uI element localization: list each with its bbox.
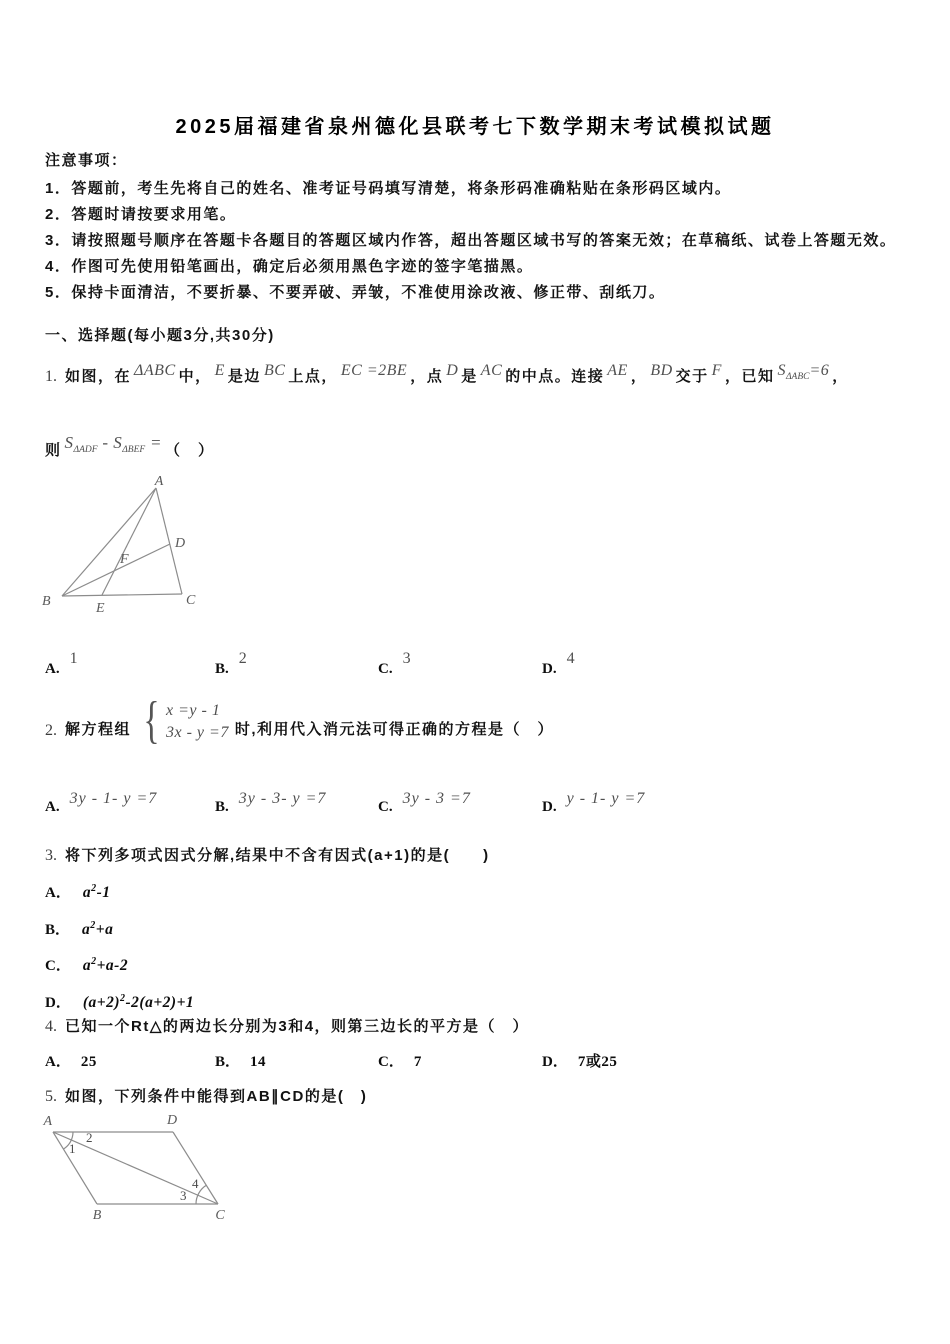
notice-item-3: 3．请按照题号顺序在答题卡各题目的答题区域内作答，超出答题区域书写的答案无效；在草稿纸、试卷上答题无效。 (45, 232, 897, 249)
vertex-label-A: A (43, 1114, 52, 1129)
notice-item-5: 5．保持卡面清洁，不要折暴、不要弄破、弄皱，不准使用涂改液、修正带、刮纸刀。 (45, 284, 666, 301)
page-title: 2025届福建省泉州德化县联考七下数学期末考试模拟试题 (175, 116, 775, 138)
vertex-label-B: B (42, 594, 51, 609)
angle-label-2: 2 (86, 1130, 93, 1145)
q3-options-list (45, 876, 194, 1022)
vertex-label-D: D (166, 1113, 178, 1128)
q5-parallelogram-figure (42, 1112, 257, 1237)
math-ec-2be: EC =2BE (340, 362, 408, 379)
q3-option-c: C． $a^2+a-2$ (45, 956, 129, 975)
q3-option-d: D． $(a+2)^2-2(a+2)+1$ (45, 992, 195, 1011)
angle-label-1: 1 (69, 1141, 76, 1156)
q1-option-b: B.2 (215, 650, 248, 677)
q1-option-c: C.3 (378, 650, 412, 677)
q4-option-b: B． 14 (215, 1054, 267, 1070)
point-label-D: D (175, 536, 186, 551)
angle-label-3: 3 (180, 1188, 187, 1203)
equation-1: x =y - 1 (165, 702, 221, 719)
q4-options-row (45, 1049, 940, 1075)
question-2-text: 2. 解方程组 { x =y - 1 3x - y =7 时,利用代入消元法可得正确的方程是（ ） (45, 692, 554, 749)
q1-option-a: A.1 (45, 650, 79, 677)
q3-number: 3. (45, 847, 57, 864)
equation-system (166, 700, 229, 744)
q2-option-c: C. 3y - 3 =7 (378, 790, 471, 815)
math-triangle-abc: ΔABC (134, 362, 176, 379)
q1-options-row (45, 646, 940, 682)
q1-triangle-figure (30, 474, 215, 624)
point-label-F: F (120, 552, 129, 567)
q5-number: 5. (45, 1088, 57, 1105)
math-area-difference: $S_{\Delta ADF} - S_{\Delta BEF}$ = (64, 433, 162, 455)
diagonal-AC (53, 1132, 218, 1204)
question-5-text: 5. 如图，下列条件中能得到AB∥CD的是( ) (45, 1088, 368, 1105)
q4-option-a: A． 25 (45, 1054, 97, 1070)
question-3-text: 3. 将下列多项式因式分解,结果中不含有因式(a+1)的是( ) (45, 847, 490, 864)
equation-2: 3x - y =7 (165, 724, 229, 741)
q1-option-d: D.4 (542, 650, 576, 677)
question-4-text: 4. 已知一个Rt△的两边长分别为3和4，则第三边长的平方是（ ） (45, 1018, 530, 1035)
notice-item-2: 2．答题时请按要求用笔。 (45, 206, 237, 223)
notice-item-4: 4．作图可先使用铅笔画出，确定后必须用黑色字迹的签字笔描黑。 (45, 258, 534, 275)
q2-option-a: A. 3y - 1- y =7 (45, 790, 158, 815)
q2-options-row (45, 786, 940, 820)
vertex-label-B: B (92, 1208, 102, 1223)
system-brace: { (143, 692, 160, 749)
math-area-abc: $S_{\Delta ABC}=6$ (777, 362, 830, 382)
vertex-label-C: C (215, 1208, 225, 1223)
notice-item-1: 1．答题前，考生先将自己的姓名、准考证号码填写清楚，将条形码准确粘贴在条形码区域内。 (45, 180, 732, 197)
notice-list (45, 176, 920, 306)
edge-BC (62, 594, 182, 596)
q3-option-b: B． $a^2+a$ (45, 919, 114, 938)
section-heading: 一、选择题(每小题3分,共30分) (45, 327, 275, 344)
q2-number: 2. (45, 722, 57, 739)
q4-option-d: D． 7或25 (542, 1054, 618, 1070)
cevian-BD (62, 544, 170, 596)
q3-option-a: A． $a^2-1$ (45, 883, 111, 902)
vertex-label-C: C (186, 593, 196, 608)
q1-number: 1. (45, 368, 57, 385)
q2-option-b: B. 3y - 3- y =7 (215, 790, 327, 815)
q4-number: 4. (45, 1018, 57, 1035)
q4-option-c: C． 7 (378, 1054, 422, 1070)
question-1-text: 1. 如图，在 ΔABC 中， E 是边 BC 上点， EC =2BE ，点 D 是 AC 的中点。连接 AE ， BD 交于 F ，已知 $S_{\Delta ABC}=6$ ， (45, 362, 849, 385)
notice-heading: 注意事项： (45, 152, 128, 169)
q2-option-d: D. y - 1- y =7 (542, 790, 646, 815)
angle-label-4: 4 (192, 1176, 199, 1191)
question-1-expression: 则 $S_{\Delta ADF} - S_{\Delta BEF}$ = （ ） (45, 433, 215, 459)
point-label-E: E (96, 601, 105, 616)
vertex-label-A: A (154, 474, 164, 489)
